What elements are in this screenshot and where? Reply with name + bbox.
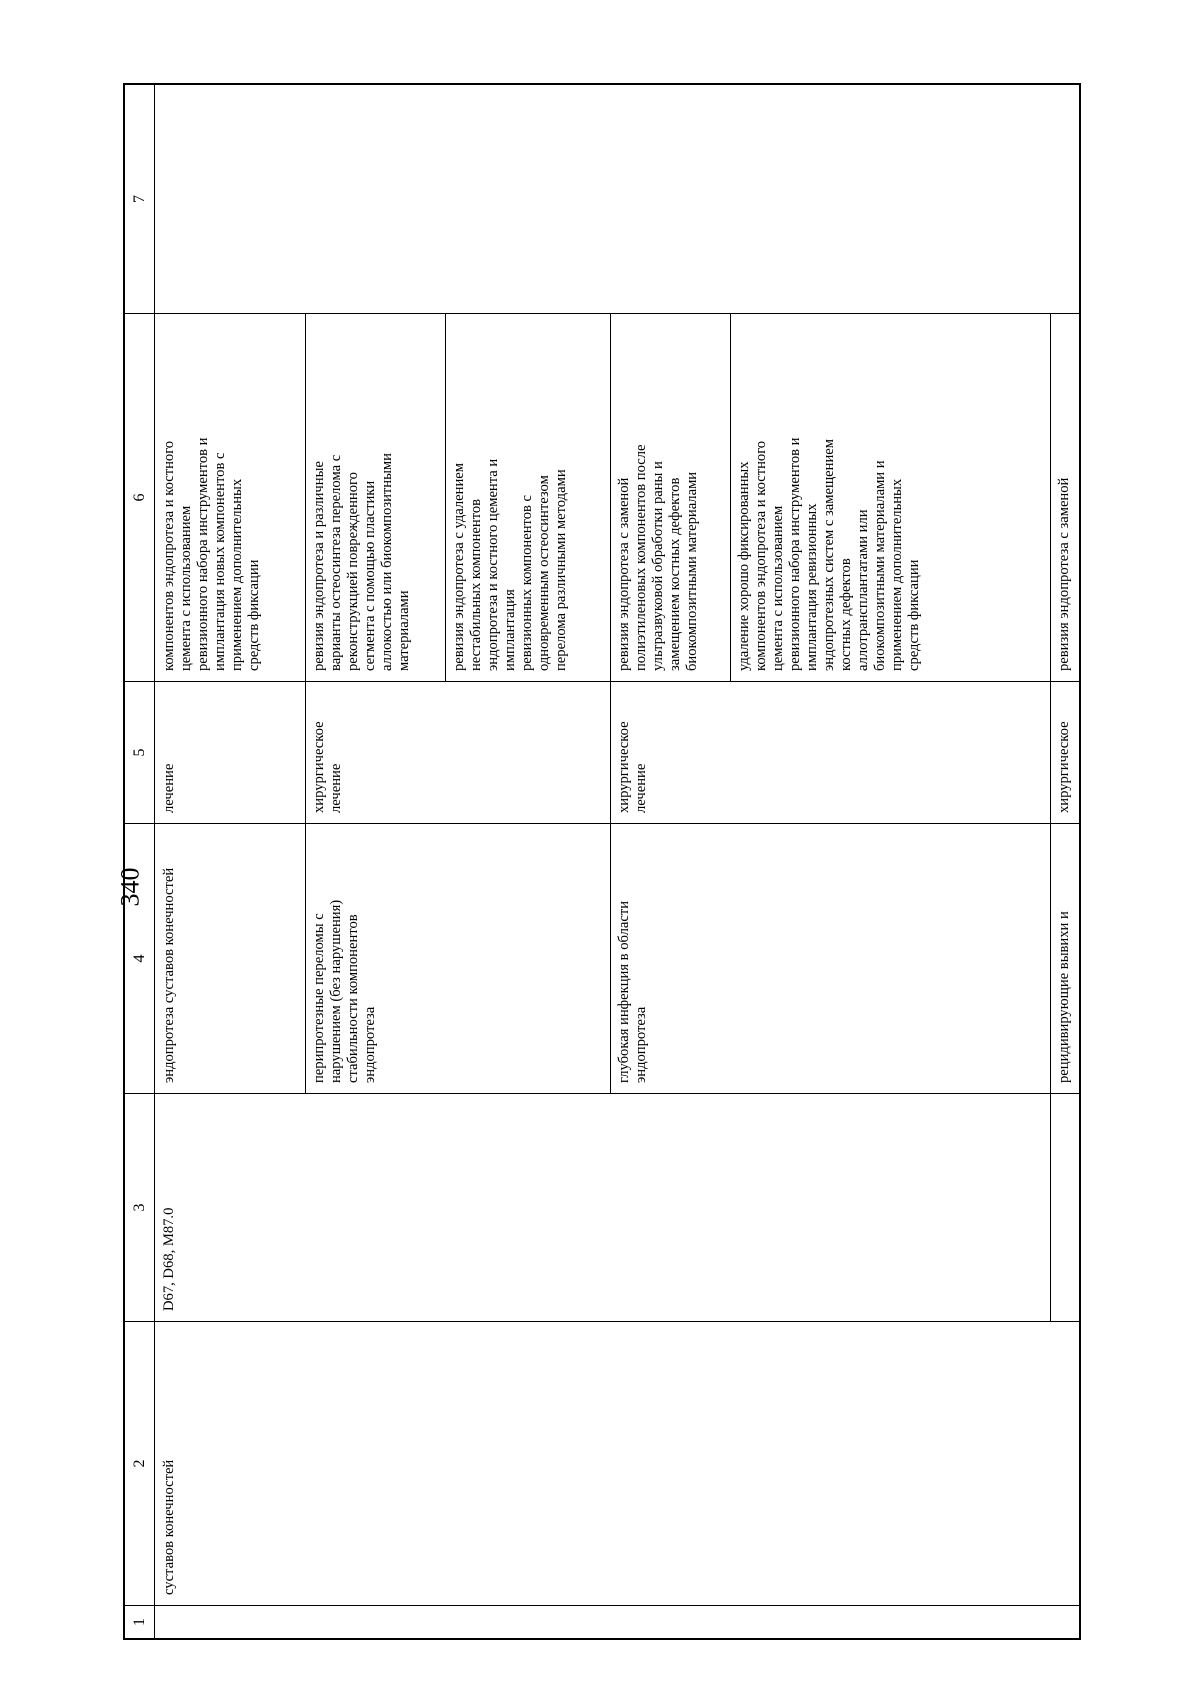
condition-cell: рецидивирующие вывихи и [1050, 823, 1079, 1093]
column-header-5: 5 [125, 681, 155, 823]
condition-cell: глубокая инфекция в области эндопротеза [610, 823, 1050, 1093]
column-header-4: 4 [125, 823, 155, 1093]
column-7-cell [155, 85, 1079, 313]
treatment-type-cell: хирургическое [1050, 681, 1079, 823]
method-cell: ревизия эндопротеза и различные варианты остеосинтеза перелома с реконструкцией поврежденного сегмента с помощью пластики аллокостью или биокомпозитными материалами [305, 313, 445, 681]
method-cell: ревизия эндопротеза с заменой полиэтиленовых компонентов после ультразвуковой обработки раны и замещением костных дефектов биокомпозитными материалами [610, 313, 730, 681]
treatment-type-cell: хирургическое лечение [305, 681, 610, 823]
method-cell: ревизия эндопротеза с заменой [1050, 313, 1079, 681]
column-header-7: 7 [125, 85, 155, 313]
page-number: 340 [115, 867, 144, 907]
diagnosis-group-cell: суставов конечностей [155, 1321, 1079, 1605]
icd-codes-cell: D67, D68, M87.0 [155, 1093, 1079, 1321]
condition-cell: эндопротеза суставов конечностей [155, 823, 305, 1093]
method-cell: ревизия эндопротеза с удалением нестабильных компонентов эндопротеза и костного цемента и имплантация ревизионных компонентов с одновременным остеосинтезом перелома различными методами [445, 313, 610, 681]
column-header-3: 3 [125, 1093, 155, 1321]
rotated-page-content [123, 83, 1081, 1640]
column-header-1: 1 [125, 1605, 155, 1638]
procedures-table [123, 83, 1081, 1640]
condition-cell: перипротезные переломы с нарушением (без нарушения) стабильности компонентов эндопротеза [305, 823, 610, 1093]
treatment-type-cell: лечение [155, 681, 305, 823]
method-cell: компонентов эндопротеза и костного цемента с использованием ревизионного набора инструментов и имплантация новых компонентов с применением дополнительных средств фиксации [155, 313, 305, 681]
treatment-type-cell: хирургическое лечение [610, 681, 1050, 823]
method-cell: удаление хорошо фиксированных компонентов эндопротеза и костного цемента с использованием ревизионного набора инструментов и имплантация ревизионных эндопротезных систем с замещением костных дефектов аллотрансплантатами или биокомпозитными материалами и применением дополнительных средств фиксации [730, 313, 1050, 681]
column-header-6: 6 [125, 313, 155, 681]
column-1-cell [155, 1605, 1079, 1638]
column-header-2: 2 [125, 1321, 155, 1605]
